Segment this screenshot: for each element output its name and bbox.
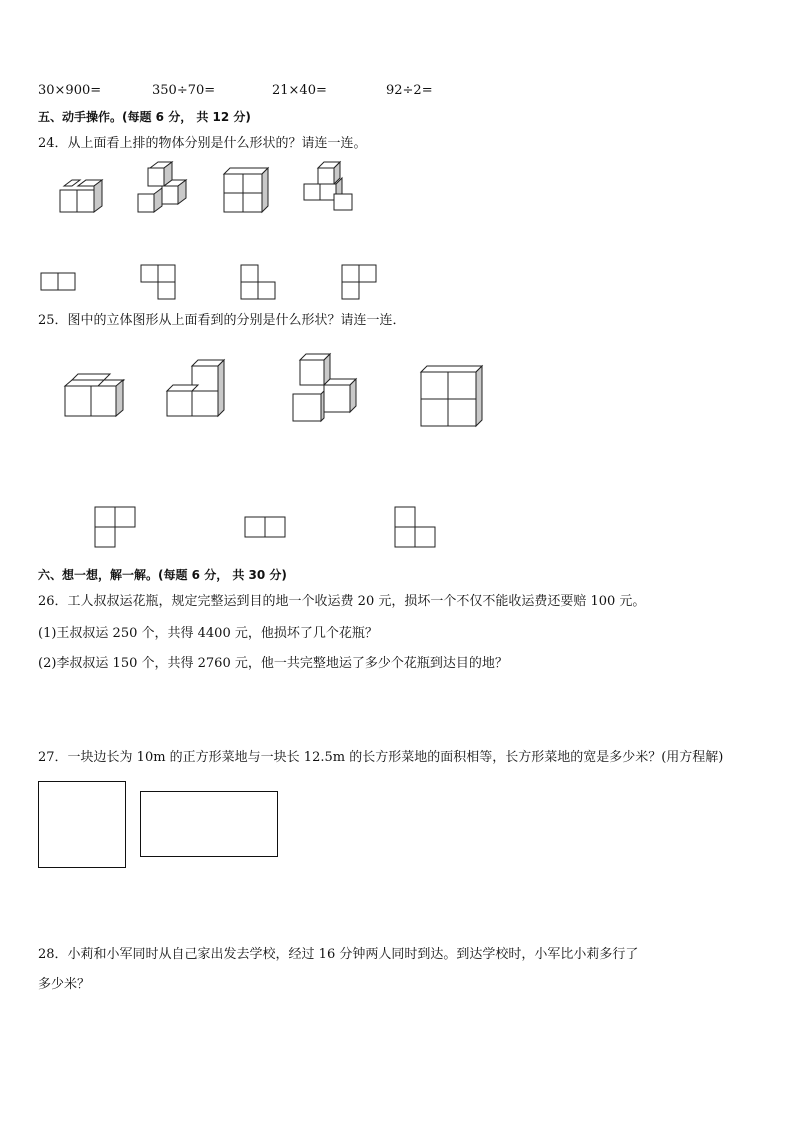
- q25-solid-4: [420, 366, 484, 428]
- q24-solid-4: [300, 162, 356, 214]
- q24-view-4: [341, 264, 377, 300]
- q25-view-3: [394, 506, 436, 548]
- q28-line2: 多少米？: [38, 977, 91, 992]
- q24-view-3: [240, 264, 276, 300]
- rectangle-plot: [140, 791, 278, 857]
- square-plot: [38, 781, 126, 868]
- section6-heading: 六、想一想，解一解。(每题 6 分， 共 30 分): [38, 568, 287, 582]
- section5-heading: 五、动手操作。(每题 6 分， 共 12 分): [38, 110, 251, 124]
- q28-line1: 28．小莉和小军同时从自己家出发去学校，经过 16 分钟两人同时到达。到达学校时，小军比小莉多行了: [38, 947, 639, 962]
- q26-part1: (1)王叔叔运 250 个，共得 4400 元，他损坏了几个花瓶？: [38, 626, 378, 641]
- q25-solid-3: [292, 354, 360, 424]
- q26-part2: (2)李叔叔运 150 个，共得 2760 元，他一共完整地运了多少个花瓶到达目的地？: [38, 656, 508, 671]
- q24-view-1: [40, 272, 76, 292]
- q24-text: 24．从上面看上排的物体分别是什么形状的？请连一连。: [38, 136, 367, 151]
- q25-view-2: [244, 516, 286, 538]
- calc-item-3: 21×40=: [272, 83, 327, 98]
- q25-text: 25．图中的立体图形从上面看到的分别是什么形状？请连一连．: [38, 313, 406, 328]
- q24-solid-2: [136, 166, 188, 218]
- q27-text: 27．一块边长为 10m 的正方形菜地与一块长 12.5m 的长方形菜地的面积相等，长方形菜地的宽是多少米？(用方程解): [38, 750, 724, 765]
- calc-item-4: 92÷2=: [386, 83, 433, 98]
- q24-view-2: [140, 264, 176, 300]
- q24-solid-1: [56, 178, 106, 216]
- q24-solid-3: [222, 168, 270, 214]
- q26-text: 26．工人叔叔运花瓶，规定完整运到目的地一个收运费 20 元，损坏一个不仅不能收运费还要赔 100 元。: [38, 594, 646, 609]
- calc-item-1: 30×900=: [38, 83, 102, 98]
- q25-solid-1: [64, 372, 128, 418]
- q25-view-1: [94, 506, 136, 548]
- calc-item-2: 350÷70=: [152, 83, 216, 98]
- q25-solid-2: [166, 360, 228, 420]
